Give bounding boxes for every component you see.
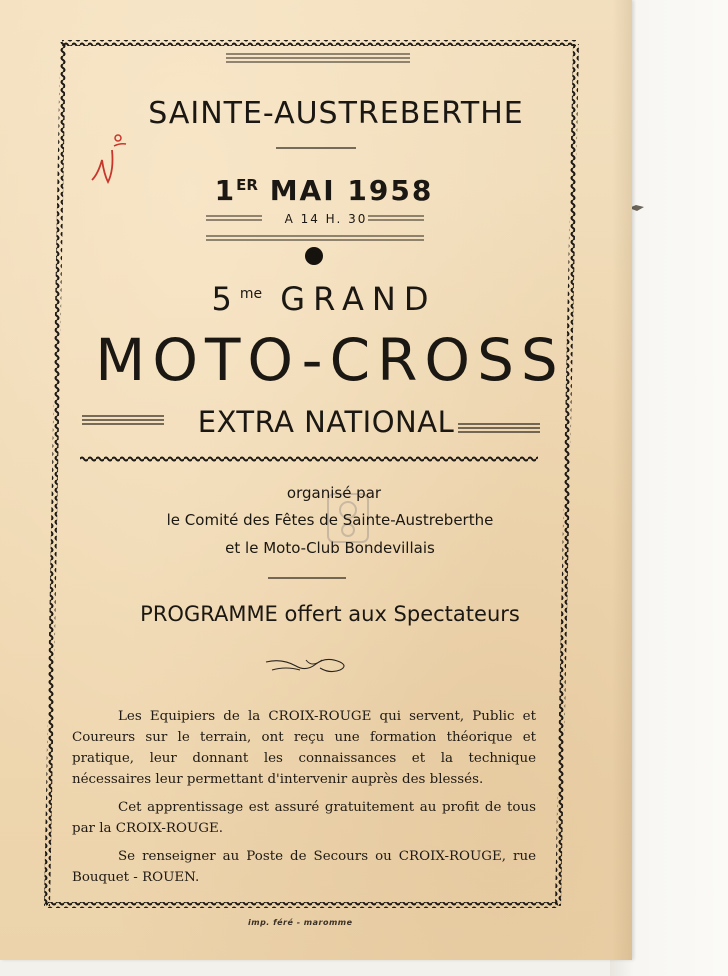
notice-paragraph: Cet apprentissage est assuré gratuitement au profit de tous par la CROIX-ROUGE.	[72, 800, 536, 836]
town-name: SAINTE-AUSTREBERTHE	[148, 96, 524, 131]
organised-by-label: organisé par	[286, 484, 382, 502]
date-day: 1	[214, 174, 237, 207]
event-title: MOTO-CROSS	[95, 326, 565, 394]
organiser-line-2: et le Moto-Club Bondevillais	[225, 539, 435, 557]
notice-paragraph: Se renseigner au Poste de Secours ou CROIX-ROUGE, rue Bouquet - ROUEN.	[72, 849, 536, 885]
date-superscript: ER	[236, 176, 258, 194]
event-time: A 14 H. 30	[284, 212, 368, 226]
event-subtitle: EXTRA NATIONAL	[197, 405, 455, 439]
edition-line	[8, 280, 640, 318]
edition-number: 5	[211, 280, 240, 318]
dot-icon	[305, 247, 323, 265]
red-cross-notice	[72, 706, 536, 895]
event-date	[8, 174, 640, 207]
decorative-flourish-icon	[262, 654, 350, 676]
notice-paragraph: Les Equipiers de la CROIX-ROUGE qui servent, Public et Coureurs sur le terrain, ont reçu une formation théorique et pratique, leur donnant les connaissances et la technique nécessaires leur permettant d'intervenir auprès des blessés.	[72, 709, 536, 787]
edition-word: GRAND	[280, 280, 437, 318]
programme-line: PROGRAMME offert aux Spectateurs	[140, 602, 520, 626]
organiser-line-1: le Comité des Fêtes de Sainte-Austreberthe	[166, 511, 494, 529]
printer-imprint: imp. féré - maromme	[248, 918, 353, 927]
edition-superscript: me	[239, 286, 263, 302]
date-month-year: MAI 1958	[269, 174, 434, 207]
